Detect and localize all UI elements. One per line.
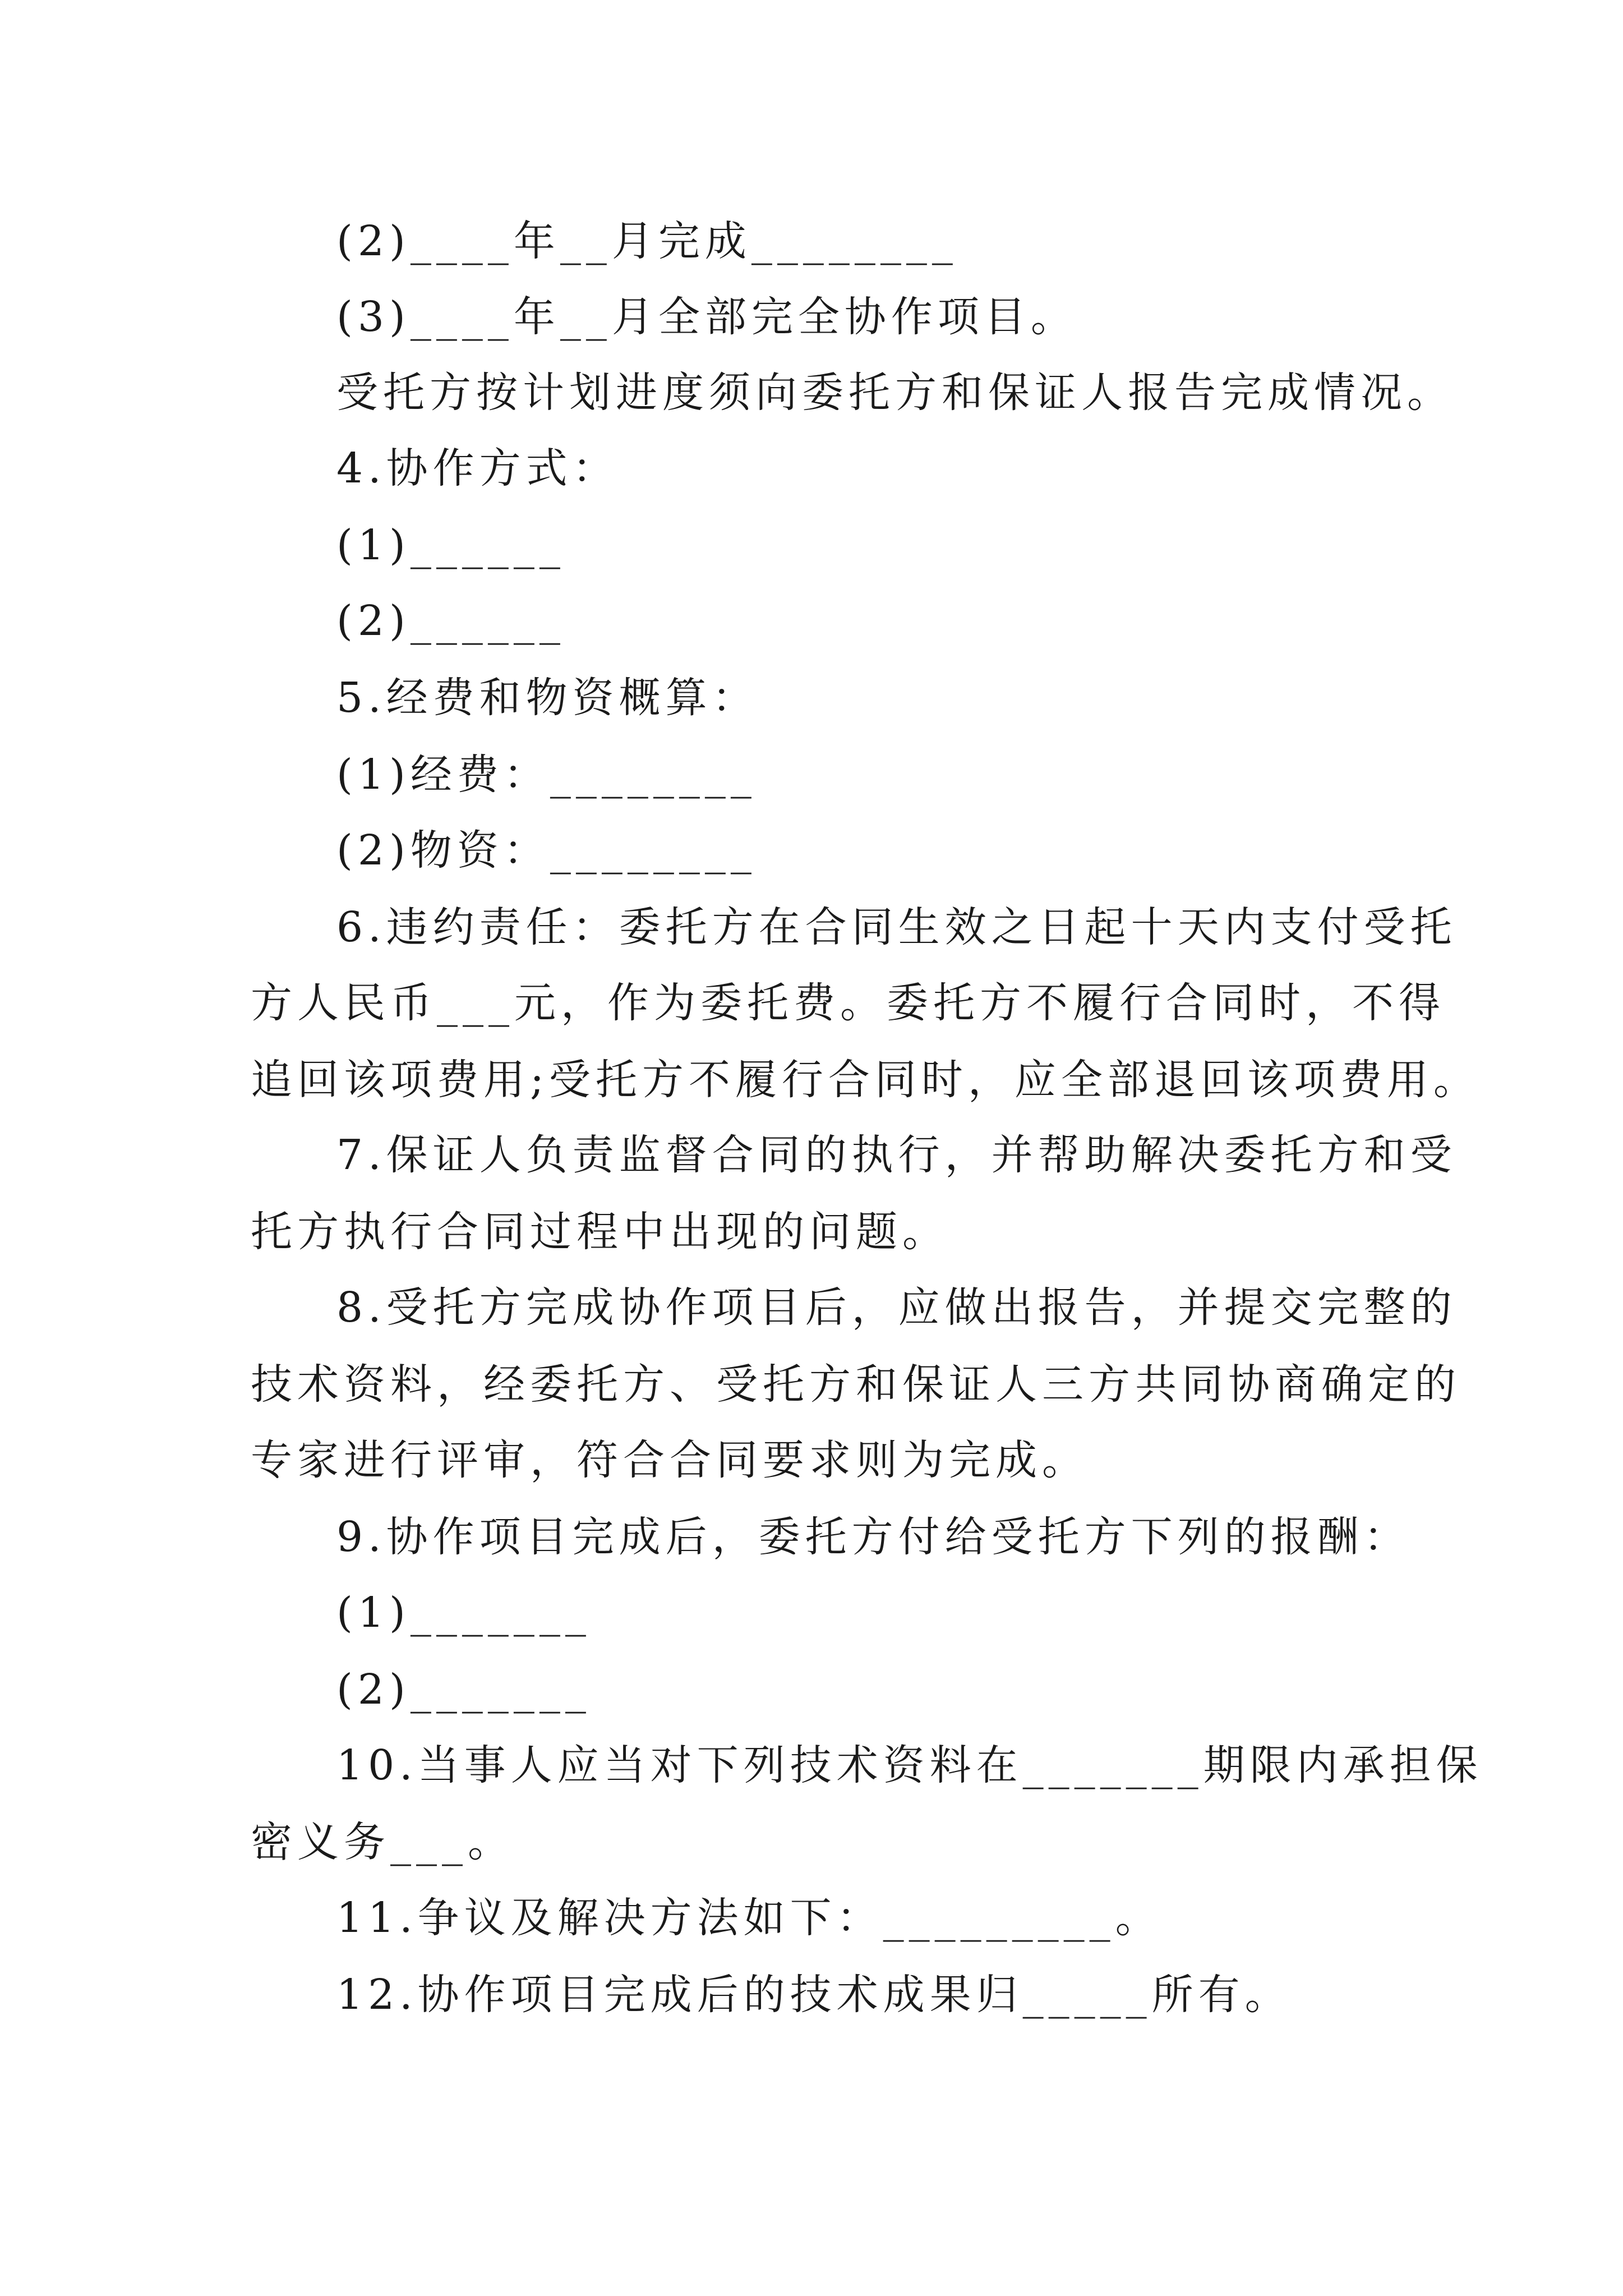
text-line: 密义务___。 xyxy=(251,1818,514,1866)
text-line: 9.协作项目完成后，委托方付给受托方下列的报酬： xyxy=(336,1513,1410,1561)
text-line: 7.保证人负责监督合同的执行，并帮助解决委托方和受 xyxy=(336,1131,1457,1179)
text-line: 专家进行评审，符合合同要求则为完成。 xyxy=(251,1436,1089,1484)
text-line: 方人民币___元，作为委托费。委托方不履行合同时，不得 xyxy=(251,979,1445,1027)
text-line: 追回该项费用;受托方不履行合同时，应全部退回该项费用。 xyxy=(251,1056,1480,1104)
text-line: 8.受托方完成协作项目后，应做出报告，并提交完整的 xyxy=(336,1283,1457,1332)
text-line: 10.当事人应当对下列技术资料在_______期限内承担保 xyxy=(336,1741,1483,1789)
text-line: (2)物资：________ xyxy=(336,826,757,875)
text-line: 11.争议及解决方法如下：_________。 xyxy=(336,1894,1162,1942)
text-line: 受托方按计划进度须向委托方和保证人报告完成情况。 xyxy=(336,369,1454,417)
text-line: (1)经费：________ xyxy=(336,751,757,799)
text-line: (2)_______ xyxy=(336,1665,591,1714)
text-line: 托方执行合同过程中出现的问题。 xyxy=(251,1208,949,1256)
text-line: 4.协作方式： xyxy=(336,444,619,493)
text-line: (3)____年__月全部完全协作项目。 xyxy=(336,293,1077,341)
text-line: 6.违约责任：委托方在合同生效之日起十天内支付受托 xyxy=(336,903,1457,951)
text-line: (2)____年__月完成________ xyxy=(336,217,958,265)
text-line: 12.协作项目完成后的技术成果归_____所有。 xyxy=(336,1971,1292,2019)
text-line: 5.经费和物资概算： xyxy=(336,674,759,722)
text-line: (2)______ xyxy=(336,597,565,645)
text-line: 技术资料，经委托方、受托方和保证人三方共同协商确定的 xyxy=(251,1360,1461,1409)
text-line: (1)_______ xyxy=(336,1589,591,1637)
text-line: (1)______ xyxy=(336,521,565,569)
